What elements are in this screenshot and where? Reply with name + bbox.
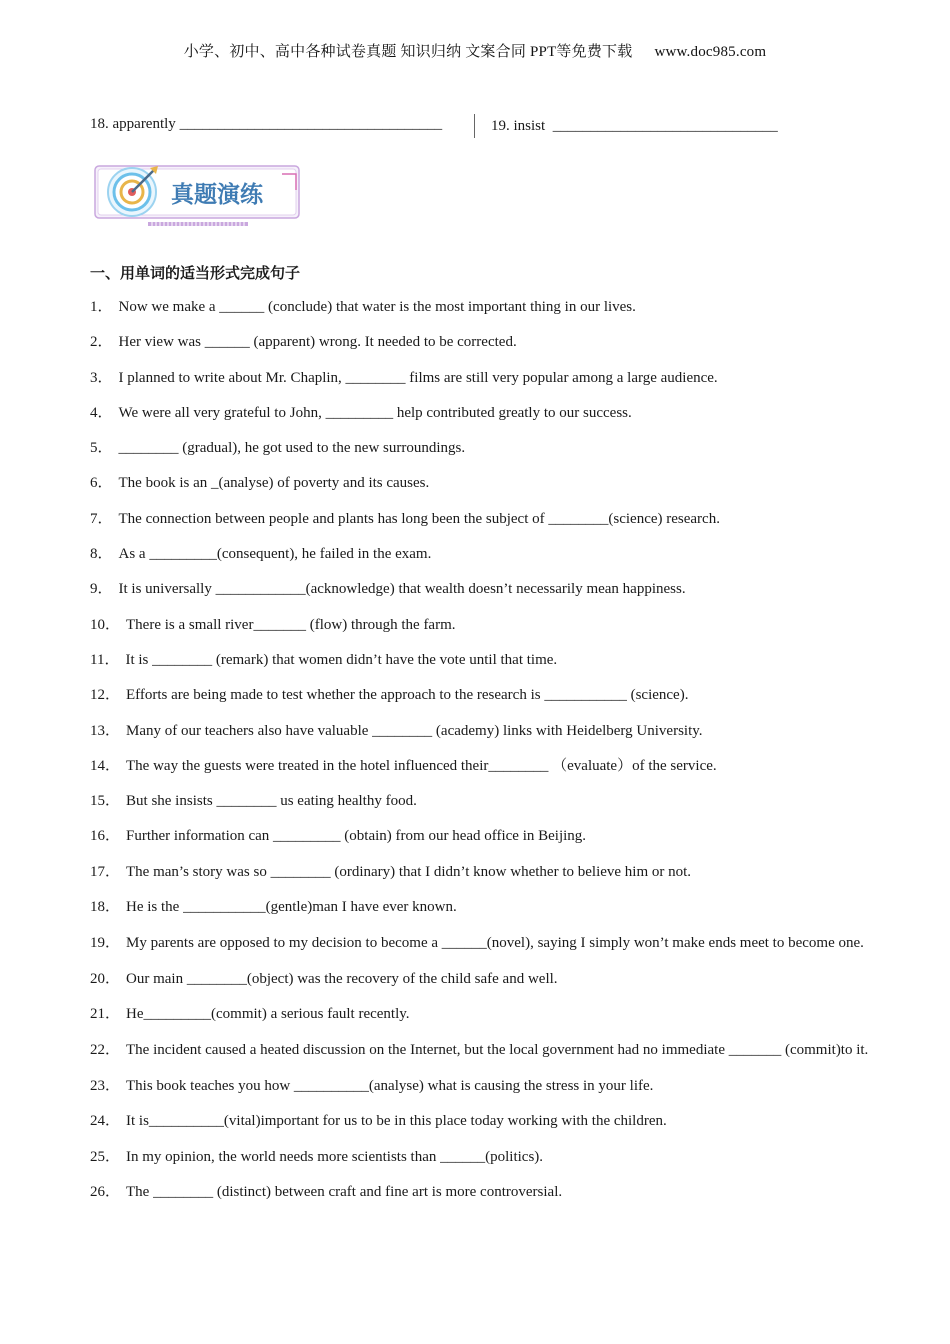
vocab-item-insist [491, 118, 778, 135]
exercise-item: 1． Now we make a ______ (conclude) that water is the most important thing in our lives. [90, 299, 636, 315]
banner-title: 真题演练 [171, 182, 263, 208]
exercise-item: 10． There is a small river_______ (flow) through the farm. [90, 616, 456, 633]
exercise-item: 23． This book teaches you how __________(analyse) what is causing the stress in your life. [90, 1077, 654, 1094]
target-icon [108, 166, 158, 216]
vocab-blank: ___________________________________ [179, 116, 443, 132]
vocab-label: 18. apparently [90, 116, 176, 132]
header-site: www.doc985.com [654, 44, 767, 60]
vocab-label: 19. insist [491, 118, 546, 134]
exercise-item: 5． ________ (gradual), he got used to the new surroundings. [90, 440, 466, 457]
exercise-list [90, 290, 870, 1210]
vocab-divider [474, 114, 475, 138]
exercise-item: 12． Efforts are being made to test whether the approach to the research is ___________ (science). [90, 687, 689, 704]
exercise-item: 3． I planned to write about Mr. Chaplin, ________ films are still very popular among a large audience. [90, 369, 718, 386]
vocab-row [90, 114, 810, 140]
page-header [0, 40, 950, 61]
exercise-item: 24． It is__________(vital)important for us to be in this place today working with the children. [90, 1113, 667, 1130]
exercise-item: 18． He is the ___________(gentle)man I have ever known. [90, 899, 457, 916]
exercise-item: 6． The book is an _(analyse) of poverty and its causes. [90, 475, 430, 492]
exercise-item: 22． The incident caused a heated discussion on the Internet, but the local government had no immediate _______ (commit)to it. [90, 1042, 869, 1059]
header-text: 小学、初中、高中各种试卷真题 知识归纳 文案合同 PPT等免费下载 [183, 44, 633, 60]
exercise-item: 2． Her view was ______ (apparent) wrong. It needed to be corrected. [90, 334, 517, 351]
exercise-item: 15． But she insists ________ us eating healthy food. [90, 793, 417, 810]
exercise-item: 16． Further information can _________ (obtain) from our head office in Beijing. [90, 828, 587, 845]
exercise-item: 11． It is ________ (remark) that women didn’t have the vote until that time. [90, 651, 558, 668]
exercise-item: 8． As a _________(consequent), he failed in the exam. [90, 546, 432, 563]
exercise-item: 21． He_________(commit) a serious fault recently. [90, 1006, 410, 1023]
exercise-item: 4． We were all very grateful to John, _________ help contributed greatly to our success. [90, 404, 632, 421]
exercise-item: 25． In my opinion, the world needs more scientists than ______(politics). [90, 1148, 544, 1165]
exercise-item: 19． My parents are opposed to my decision to become a ______(novel), saying I simply won’t make ends meet to become one. [90, 935, 864, 952]
vocab-item-apparently [90, 116, 442, 133]
section-title: 一、用单词的适当形式完成句子 [90, 264, 301, 282]
exercise-item: 9． It is universally ____________(acknowledge) that wealth doesn’t necessarily mean happiness. [90, 581, 686, 598]
exercise-item: 26． The ________ (distinct) between craft and fine art is more controversial. [90, 1183, 563, 1200]
section-banner [92, 160, 304, 230]
exercise-item: 7． The connection between people and plants has long been the subject of ________(science) research. [90, 510, 720, 527]
exercise-item: 14． The way the guests were treated in the hotel influenced their________ （evaluate）of the service. [90, 757, 717, 774]
exercise-item: 17． The man’s story was so ________ (ordinary) that I didn’t know whether to believe him or not. [90, 863, 692, 880]
exercise-item: 13． Many of our teachers also have valuable ________ (academy) links with Heidelberg University. [90, 722, 703, 739]
exercise-item: 20． Our main ________(object) was the recovery of the child safe and well. [90, 970, 558, 987]
vocab-blank: ______________________________ [552, 118, 778, 134]
